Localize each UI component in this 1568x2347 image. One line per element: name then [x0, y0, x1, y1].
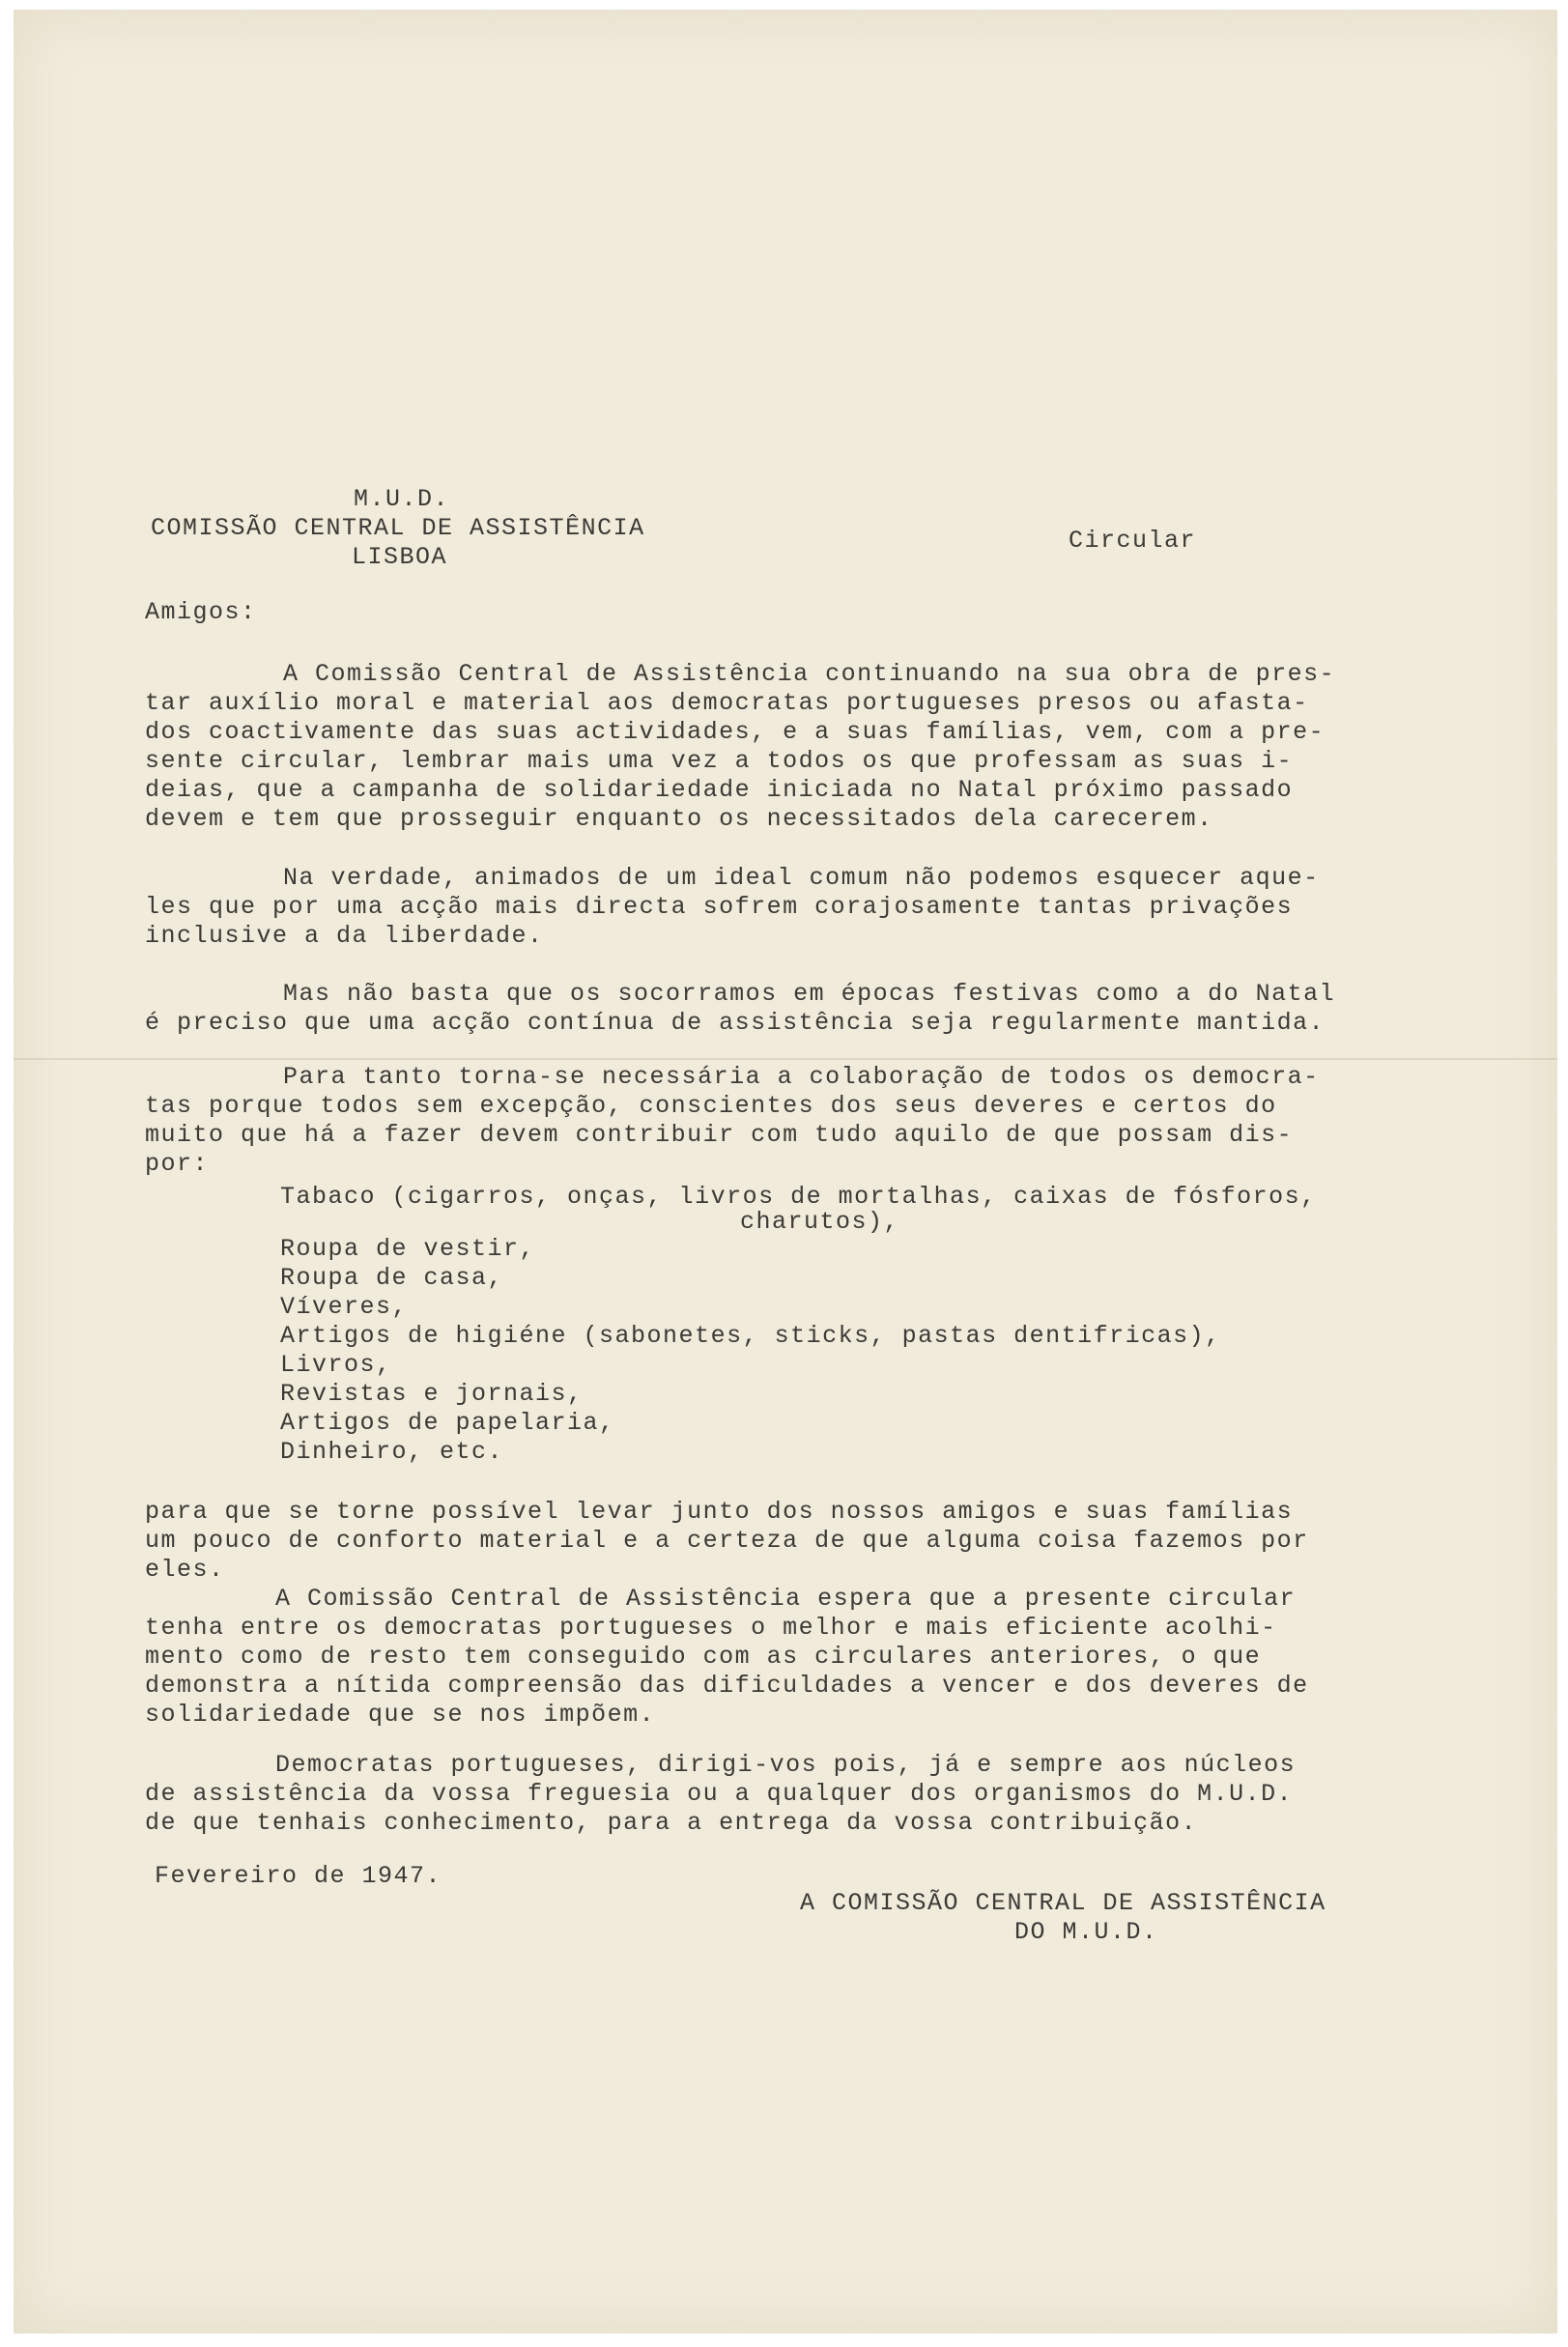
list-item: Revistas e jornais,: [280, 1380, 584, 1408]
header-org-short: M.U.D.: [354, 485, 450, 513]
list-item: Víveres,: [280, 1293, 409, 1321]
header-city: LISBOA: [352, 543, 448, 571]
list-item: Dinheiro, etc.: [280, 1438, 504, 1466]
list-item: charutos),: [740, 1208, 900, 1236]
list-item: Livros,: [280, 1351, 392, 1379]
list-item: Roupa de vestir,: [280, 1235, 536, 1263]
list-item: Artigos de papelaria,: [280, 1409, 615, 1437]
paragraph-3: Mas não basta que os socorramos em épocas festivas como a do Natal é preciso que uma acção contínua de assistência seja regularmente mantida.: [145, 980, 1336, 1037]
header-org-name: COMISSÃO CENTRAL DE ASSISTÊNCIA: [151, 514, 645, 542]
header-doc-type: Circular: [1069, 527, 1197, 555]
paragraph-7: Democratas portugueses, dirigi-vos pois, já e sempre aos núcleos de assistência da vossa freguesia ou a qualquer dos organismos do M.U.D. de que tenhais conhecimento, para a entrega da vossa contribuição.: [145, 1751, 1297, 1837]
list-item: Roupa de casa,: [280, 1264, 504, 1292]
salutation: Amigos:: [145, 598, 257, 626]
paper-fold-line: [14, 1058, 1557, 1060]
paragraph-1: A Comissão Central de Assistência continuando na sua obra de pres- tar auxílio moral e material aos democratas portugueses presos ou afasta- dos coactivamente das suas actividades, e a suas famílias, vem, com a pre- sente circular, lembrar mais uma vez a todos os que professam as suas i- deias, que a campanha de solidariedade iniciada no Natal próximo passado devem e tem que prosseguir enquanto os necessitados dela carecerem.: [145, 660, 1336, 833]
document-date: Fevereiro de 1947.: [155, 1862, 442, 1890]
paragraph-5: para que se torne possível levar junto dos nossos amigos e suas famílias um pouco de conforto material e a certeza de que alguma coisa fazemos por eles.: [145, 1498, 1309, 1584]
signature-line-2: DO M.U.D.: [1014, 1918, 1158, 1946]
paragraph-4: Para tanto torna-se necessária a colaboração de todos os democra- tas porque todos sem excepção, conscientes dos seus deveres e certos do muito que há a fazer devem contribuir com tudo aquilo de que possam dis- por:: [145, 1063, 1320, 1178]
paragraph-6: A Comissão Central de Assistência espera que a presente circular tenha entre os democratas portugueses o melhor e mais eficiente acolhi- mento como de resto tem conseguido com as circulares anteriores, o que demonstra a nítida compreensão das dificuldades a vencer e dos deveres de solidariedade que se nos impõem.: [145, 1585, 1309, 1729]
paragraph-2: Na verdade, animados de um ideal comum não podemos esquecer aque- les que por uma acção mais directa sofrem corajosamente tantas privações inclusive a da liberdade.: [145, 864, 1320, 950]
signature-line-1: A COMISSÃO CENTRAL DE ASSISTÊNCIA: [800, 1889, 1326, 1917]
list-item: Tabaco (cigarros, onças, livros de mortalhas, caixas de fósforos,: [280, 1183, 1317, 1211]
list-item: Artigos de higiéne (sabonetes, sticks, pastas dentifricas),: [280, 1322, 1221, 1350]
